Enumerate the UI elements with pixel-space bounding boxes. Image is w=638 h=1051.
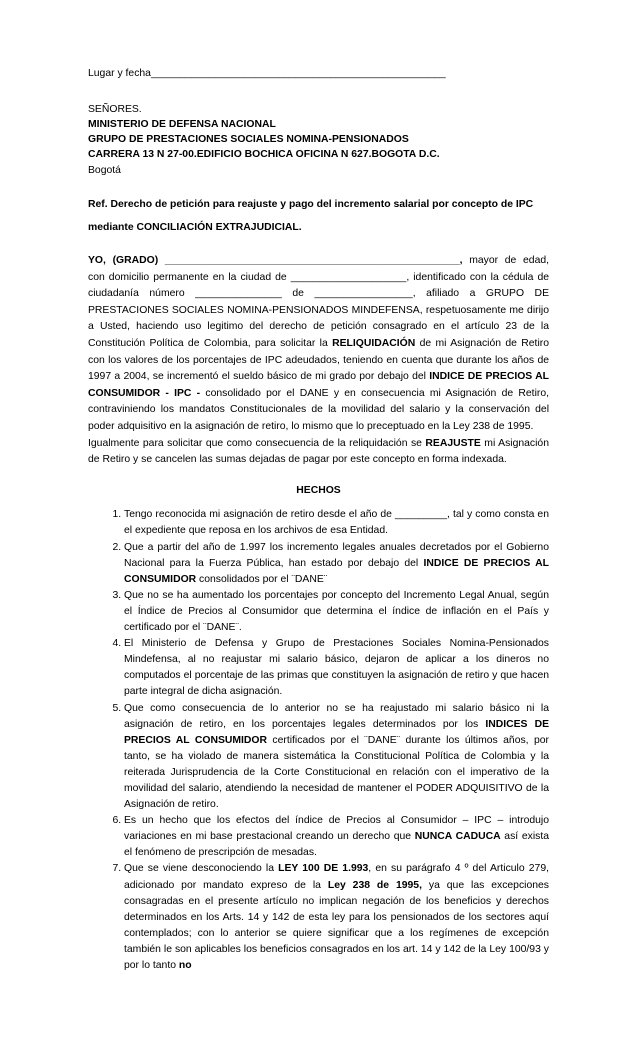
list-item	[124, 636, 549, 700]
item-text: Que como consecuencia de lo anterior no se ha reajustado mi salario básico ni la asignación de retiro, en los porcentajes legales determinados por los	[124, 702, 549, 730]
grade-line: YO, (GRADO) ___________________________________________________,	[88, 255, 463, 267]
addressee-block	[88, 102, 549, 178]
ipc-term: INDICE DE PRECIOS AL CONSUMIDOR - IPC -	[88, 371, 549, 399]
item-bold: no	[178, 960, 192, 972]
hechos-heading: HECHOS	[296, 484, 341, 496]
reajuste-text-1: Igualmente para solicitar que como consecuencia de la reliquidación se	[88, 437, 426, 449]
item-text: Que no se ha aumentado los porcentajes por concepto del Incremento Legal Anual, según el Índice de Precios al Consumidor que determina el índice de inflación en el País y certificado por el ¨DANE¨.	[124, 589, 549, 634]
item-text: ya que las excepciones consagradas en el presente artículo no implican negación de los beneficios y derechos determinados en los Arts. 14 y 142 de esta ley para los pensionados de los sectores aquí contemplados; con lo anterior se quiere significar que a los regímenes de excepción también le son aplicables los beneficios consagrados en los art. 14 y 142 de la Ley 100/93 y por lo tanto	[124, 879, 549, 972]
hechos-list	[88, 507, 549, 974]
list-item	[124, 861, 549, 974]
item-bold: INDICES DE PRECIOS AL CONSUMIDOR	[124, 718, 550, 746]
item-text: El Ministerio de Defensa y Grupo de Prestaciones Sociales Nomina-Pensionados Mindefensa, al no reajustar mi salario básico, dejaron de aplicar a los dineros no computados el porcentaje de las primas que constituyen la asignación de retiro y que hacen parte integral de dicha asignación.	[124, 638, 549, 698]
petition-paragraph	[88, 253, 549, 436]
item-text: Que a partir del año de 1.997 los incremento legales anuales decretados por el Gobierno Nacional para la Fuerza Pública, han estado por debajo del	[124, 541, 549, 569]
item-bold: LEY 100 DE 1.993	[278, 863, 369, 875]
reliquidacion-term: RELIQUIDACIÓN	[332, 338, 416, 350]
reajuste-term: REAJUSTE	[425, 437, 481, 449]
item-text: Tengo reconocida mi asignación de retiro desde el año de _________, tal y como consta en el expediente que reposa en los archivos de esa Entidad.	[124, 509, 549, 537]
item-bold: Ley 238 de 1995,	[327, 879, 422, 891]
addressee-street: CARRERA 13 N 27-00.EDIFICIO BOCHICA OFICINA N 627.BOGOTA D.C.	[88, 149, 440, 161]
addressee-city: Bogotá	[88, 164, 121, 176]
addressee-group: GRUPO DE PRESTACIONES SOCIALES NOMINA-PENSIONADOS	[88, 134, 409, 146]
list-item	[124, 507, 549, 539]
addressee-ministry: MINISTERIO DE DEFENSA NACIONAL	[88, 118, 276, 130]
list-item	[124, 540, 549, 588]
item-text: , en su parágrafo 4 º del Articulo 279, adicionado por mandato expreso de la	[124, 863, 549, 891]
petition-text-1: mayor de edad, con domicilio permanente en la ciudad de ____________________, identificado con la cédula de ciudadanía número _______________ de _________________, afiliado a GRUPO DE PRESTACIONES SOCIALES NOMINA-PENSIONADOS MINDEFENSA, respetuosamente me dirijo a Usted, haciendo uso legitimo del derecho de petición consagrado en el artículo 23 de la Constitución Política de Colombia, para solicitar la	[88, 255, 550, 350]
item-text: consolidados por el ¨DANE¨	[196, 573, 328, 585]
petition-text-2: de mi Asignación de Retiro con los valores de los porcentajes de IPC adeudados, teniendo en cuenta que durante los años de 1997 a 2004, se incrementó el sueldo básico de mi grado por debajo del	[88, 338, 549, 383]
reajuste-paragraph	[88, 436, 549, 469]
petition-text-3: consolidado por el DANE y en consecuencia mi Asignación de Retiro, contraviniendo los mandatos Constitucionales de la movilidad del salario y la conservación del poder adquisitivo en la asignación de retiro, lo mismo que lo preceptuado en la Ley 238 de 1995.	[88, 387, 549, 433]
list-item	[124, 588, 549, 636]
place-date-line: Lugar y fecha___________________________________________________	[88, 68, 446, 79]
document-page	[88, 66, 549, 974]
list-item	[124, 701, 549, 814]
item-text: certificados por el ¨DANE¨ durante los últimos años, por tanto, se ha violado de manera sistemática la Constitucional Política de Colombia y la reiterada Jurisprudencia de la Corte Constitucional en relación con el imperativo de la movilidad del salario, atendiendo la necesidad de mantener el PODER ADQUISITIVO de la Asignación de retiro.	[124, 734, 549, 811]
reference-subject: Ref. Derecho de petición para reajuste y pago del incremento salarial por concepto de IPC mediante CONCILIACIÓN EXTRAJUDICIAL.	[88, 199, 534, 233]
item-text: Que se viene desconociendo la	[124, 863, 279, 875]
item-bold: NUNCA CADUCA	[414, 831, 501, 843]
reajuste-text-2: mi Asignación de Retiro y se cancelen las sumas dejadas de pagar por este concepto en forma indexada.	[88, 437, 549, 466]
list-item	[124, 813, 549, 861]
item-text: Es un hecho que los efectos del índice de Precios al Consumidor – IPC – introdujo variaciones en mi base prestacional creando un derecho que	[124, 815, 549, 843]
item-bold: INDICE DE PRECIOS AL CONSUMIDOR	[124, 557, 549, 585]
item-text: así exista el fenómeno de prescripción de mesadas.	[124, 831, 549, 859]
salutation: SEÑORES.	[88, 103, 142, 115]
